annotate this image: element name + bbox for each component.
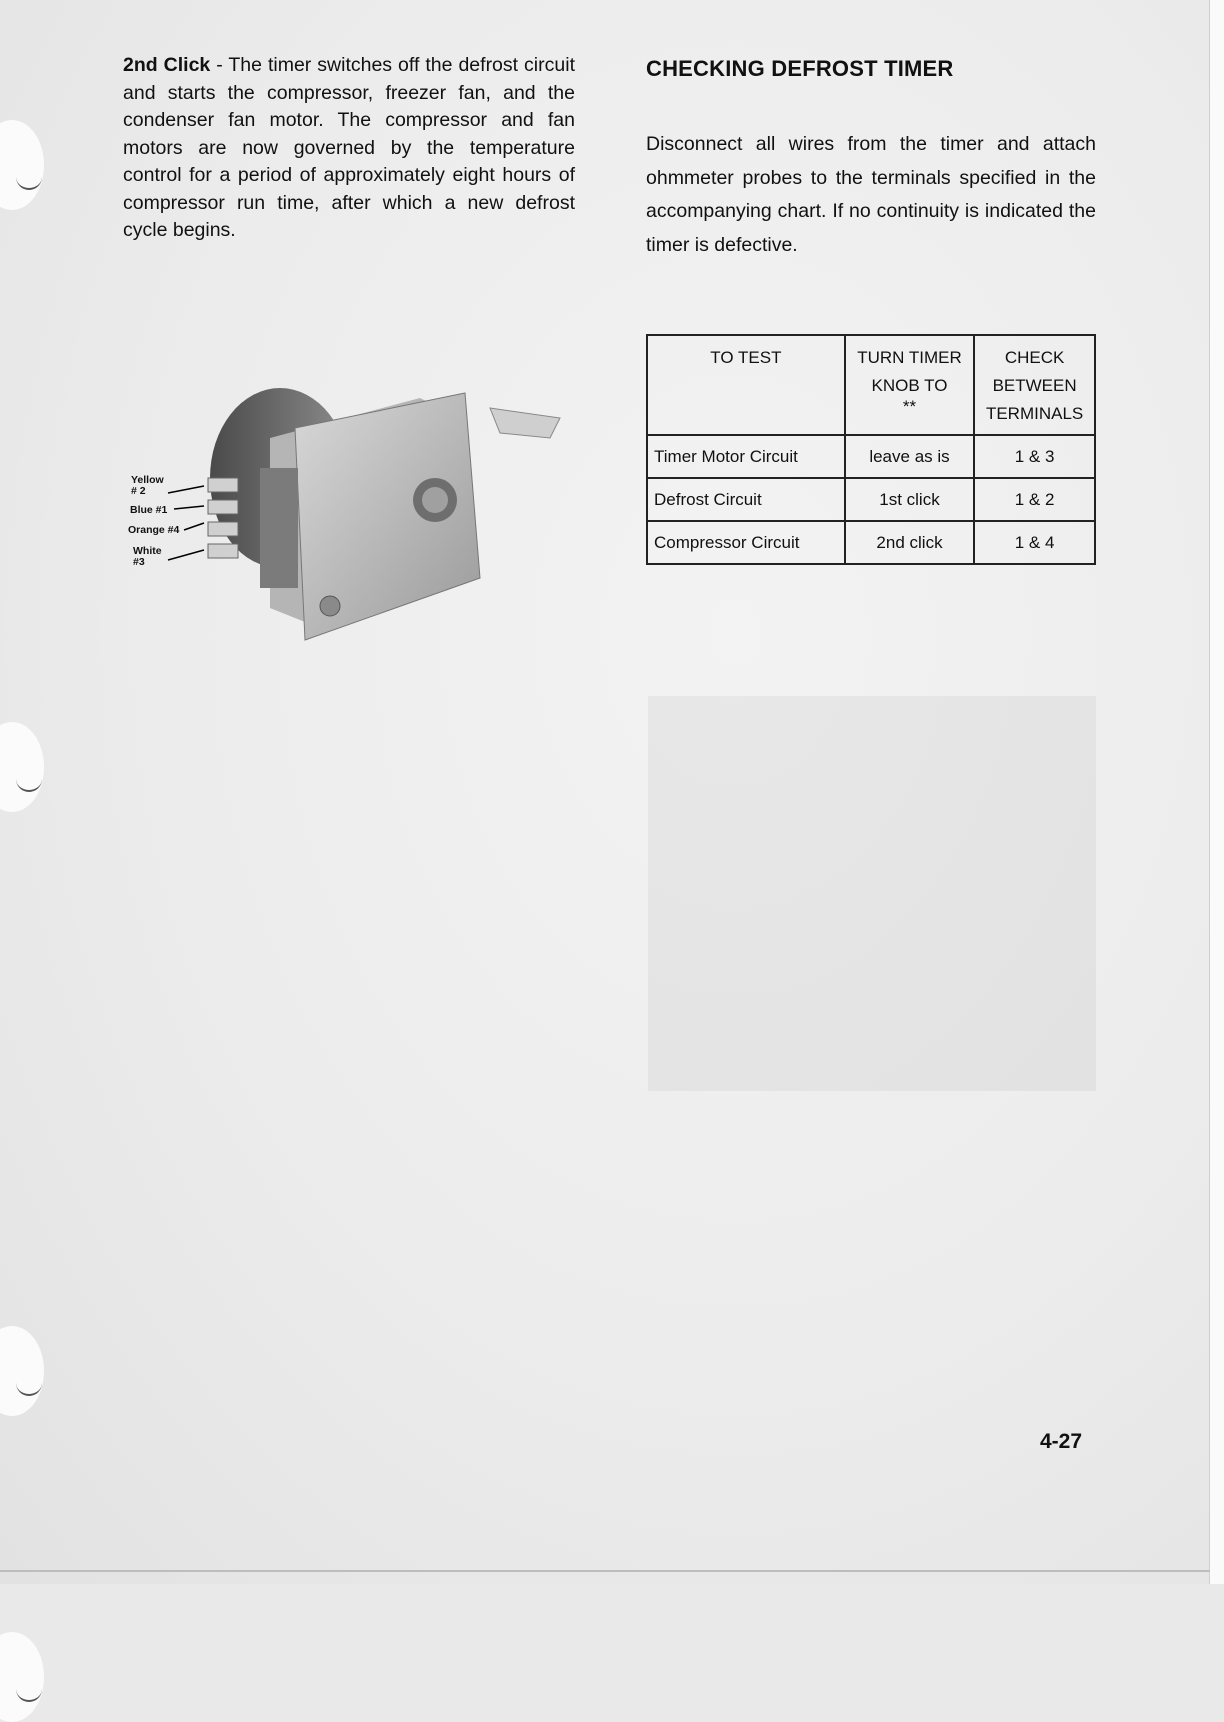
label-blue: Blue #1: [130, 504, 168, 516]
row-terminals: 1 & 3: [974, 435, 1095, 478]
second-click-lead: 2nd Click: [123, 54, 211, 76]
terminal-3: [208, 544, 238, 558]
rivet: [320, 596, 340, 616]
terminal-block: [260, 468, 298, 588]
binder-hole-top: [0, 120, 44, 210]
chart-header-check-line3: TERMINALS: [985, 404, 1084, 423]
chart-header-row: [647, 335, 1095, 435]
chart-header-turn-timer-line3: **: [902, 397, 917, 416]
mounting-bracket: [490, 408, 560, 438]
arrow-yellow: [168, 486, 204, 493]
bottom-edge: [0, 1570, 1210, 1572]
page-edge: [1209, 0, 1224, 1584]
second-click-paragraph: [123, 52, 575, 245]
chart-header-check-line2: BETWEEN: [992, 376, 1077, 395]
section-heading: CHECKING DEFROST TIMER: [646, 56, 954, 81]
binder-hole-bottom: [0, 1326, 44, 1416]
defrost-timer-chart: [646, 334, 1096, 565]
chart-header-check-line1: CHECK: [1004, 348, 1065, 367]
second-click-text: - The timer switches off the defrost circuit and starts the compressor, freezer fan, and the condenser fan motor. The compressor and fan motors are now governed by the temperature control for a period of approximately eight hours of compressor run time, after which a new defrost cycle begins.: [123, 54, 575, 241]
label-white: [133, 546, 162, 568]
arrow-white: [168, 550, 204, 560]
arrow-blue: [174, 506, 204, 509]
section-body: Disconnect all wires from the timer and attach ohmmeter probes to the terminals specified in the accompanying chart. If no continuity is indicated the timer is defective.: [646, 133, 1096, 256]
terminal-2: [208, 478, 238, 492]
table-row: [647, 478, 1095, 521]
chart-header-turn-timer: [845, 335, 974, 435]
row-test: Compressor Circuit: [647, 521, 845, 564]
timer-knob: [422, 487, 448, 513]
label-yellow: [131, 475, 164, 497]
terminal-1: [208, 500, 238, 514]
page-number: 4-27: [1040, 1430, 1083, 1453]
table-row: [647, 435, 1095, 478]
defrost-timer-photo: [120, 378, 570, 668]
row-knob: 2nd click: [845, 521, 974, 564]
row-terminals: 1 & 4: [974, 521, 1095, 564]
defrost-timer-illustration: [120, 378, 570, 668]
terminal-4: [208, 522, 238, 536]
label-yellow-text: Yellow: [131, 474, 164, 486]
table-row: [647, 521, 1095, 564]
row-test: Timer Motor Circuit: [647, 435, 845, 478]
row-knob: leave as is: [845, 435, 974, 478]
row-test: Defrost Circuit: [647, 478, 845, 521]
arrow-orange: [184, 523, 204, 530]
chart-header-check-between: [974, 335, 1095, 435]
binder-hole-lower: [0, 1632, 44, 1722]
label-white-number: #3: [133, 556, 145, 568]
bleed-through-photo: [648, 696, 1096, 1091]
label-yellow-number: # 2: [131, 485, 146, 497]
label-orange: Orange #4: [128, 524, 180, 536]
label-white-text: White: [133, 545, 162, 557]
chart-header-turn-timer-line1: TURN TIMER: [857, 348, 962, 367]
bleed-through-title: [600, 52, 614, 105]
row-terminals: 1 & 2: [974, 478, 1095, 521]
chart-header-to-test: TO TEST: [647, 335, 845, 435]
binder-hole-middle: [0, 722, 44, 812]
chart-header-turn-timer-line2: KNOB TO: [871, 376, 948, 395]
row-knob: 1st click: [845, 478, 974, 521]
